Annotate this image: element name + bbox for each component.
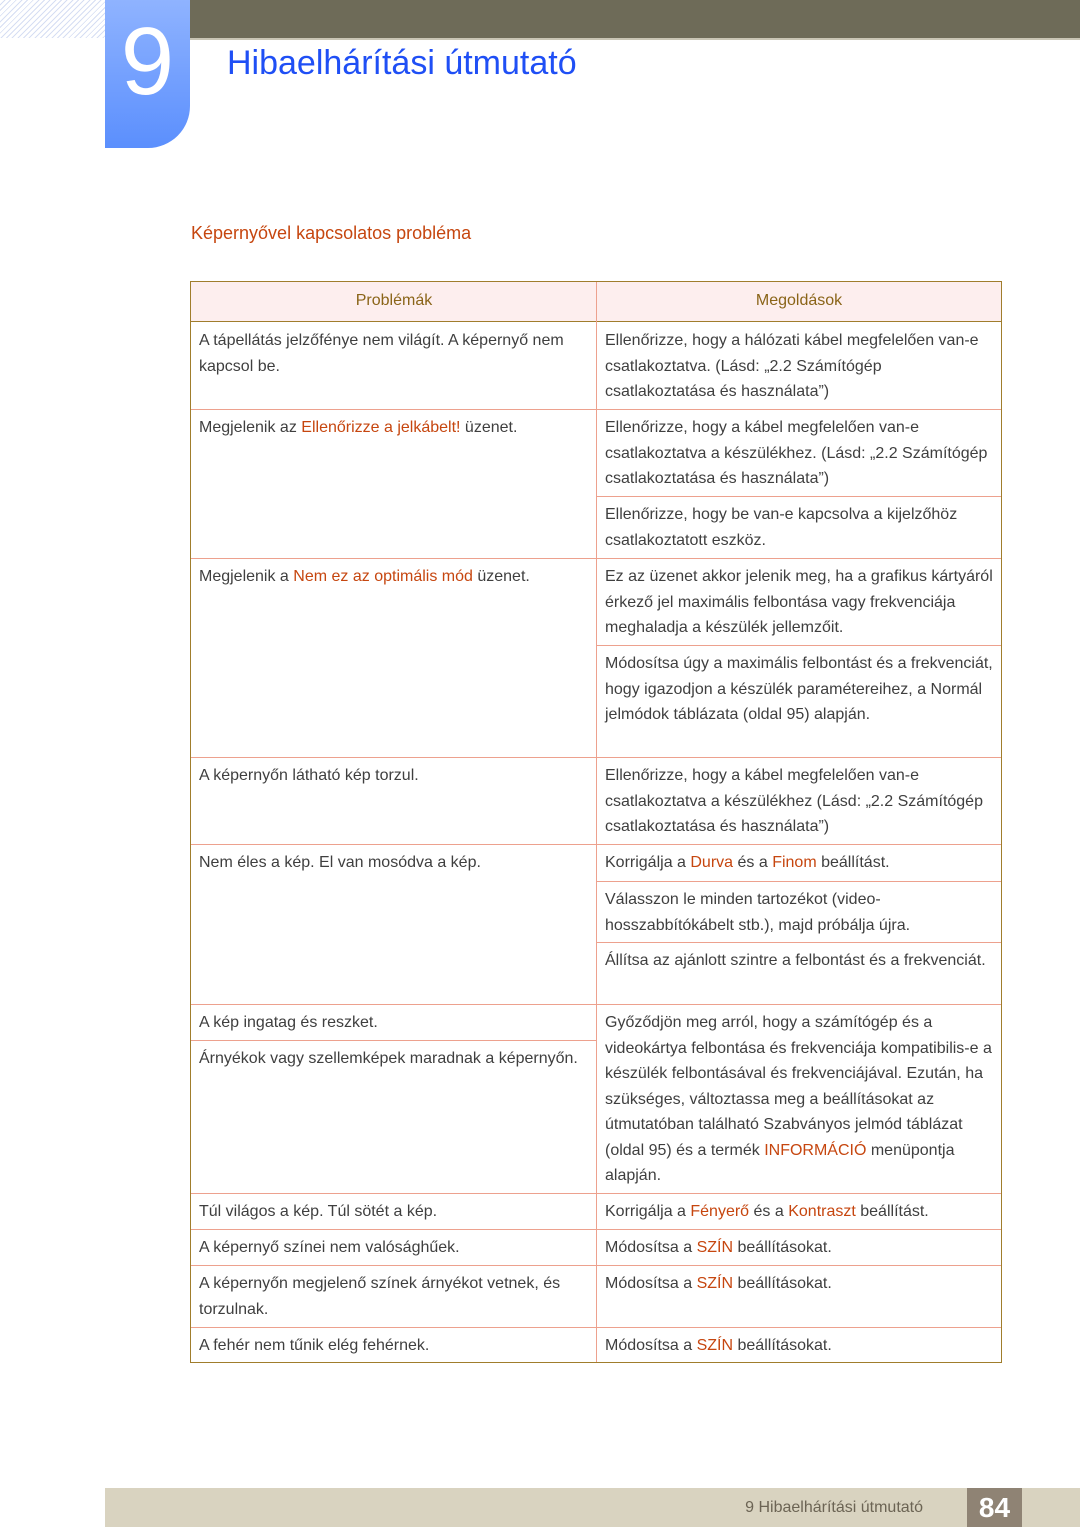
row-divider <box>597 881 1001 882</box>
highlighted-term: SZÍN <box>696 1337 734 1354</box>
cell-text: Ez az üzenet akkor jelenik meg, ha a grafikus kártyáról érkező jel maximális felbontása vagy frekvenciája meghaladja a készülék jellemzőit. <box>605 568 993 636</box>
cell-text: Megjelenik az <box>199 419 302 436</box>
problem-cell <box>191 409 596 558</box>
cell-text: A fehér nem tűnik elég fehérnek. <box>199 1337 430 1354</box>
cell-text: A képernyő színei nem valósághűek. <box>199 1239 460 1256</box>
solution-cell <box>597 496 1001 558</box>
cell-text: beállítást. <box>855 1203 929 1220</box>
highlighted-term: Nem ez az optimális mód <box>293 568 473 585</box>
header-bar <box>190 0 1080 40</box>
cell-text: Korrigálja a <box>605 854 691 871</box>
cell-text: Ellenőrizze, hogy a hálózati kábel megfelelően van-e csatlakoztatva. (Lásd: „2.2 Számítógép csatlakoztatása és használata”) <box>605 332 979 400</box>
cell-text: Módosítsa úgy a maximális felbontást és a frekvenciát, hogy igazodjon a készülék paramétereihez, a Normál jelmódok táblázata (oldal 95) alapján. <box>605 655 993 723</box>
solution-cell <box>597 1004 1001 1193</box>
row-divider <box>597 645 1001 646</box>
solution-cell <box>597 844 1001 881</box>
solution-cell <box>597 881 1001 942</box>
cell-text: beállításokat. <box>733 1239 832 1256</box>
cell-text: Módosítsa a <box>605 1239 697 1256</box>
troubleshooting-table <box>190 281 1002 1363</box>
row-divider <box>597 942 1001 943</box>
cell-text: Nem éles a kép. El van mosódva a kép. <box>199 854 481 871</box>
cell-text: és a <box>749 1203 789 1220</box>
cell-text: Túl világos a kép. Túl sötét a kép. <box>199 1203 438 1220</box>
problem-cell <box>191 1327 596 1363</box>
problem-cell <box>191 844 596 1004</box>
cell-text: Győződjön meg arról, hogy a számítógép és a videokártya felbontása és frekvenciája kompatibilis-e a készülék felbontásával és frekvenciájával. Ezután, ha szükséges, változtassa meg a beállításokat az útmutatóban található Szabványos jelmód táblázat (oldal 95) és a termék <box>605 1014 992 1159</box>
solution-cell <box>597 1193 1001 1229</box>
highlighted-term: INFORMÁCIÓ <box>764 1141 867 1159</box>
cell-text: Ellenőrizze, hogy be van-e kapcsolva a kijelzőhöz csatlakoztatott eszköz. <box>605 506 958 549</box>
solution-cell <box>597 322 1001 409</box>
solution-cell <box>597 645 1001 757</box>
section-title: Képernyővel kapcsolatos probléma <box>191 223 472 243</box>
cell-text: Módosítsa a <box>605 1337 697 1354</box>
problem-cell <box>191 757 596 844</box>
cell-text: üzenet. <box>460 419 518 436</box>
highlighted-term: Kontraszt <box>788 1203 856 1220</box>
cell-text: beállítást. <box>816 854 890 871</box>
cell-text: Árnyékok vagy szellemképek maradnak a képernyőn. <box>199 1050 578 1067</box>
solution-cell <box>597 558 1001 645</box>
cell-text: Ellenőrizze, hogy a kábel megfelelően van-e csatlakoztatva a készülékhez (Lásd: „2.2 Számítógép csatlakoztatása és használata”) <box>605 767 983 835</box>
footer-chapter-label: 9 Hibaelhárítási útmutató <box>745 1499 923 1516</box>
cell-text: beállításokat. <box>733 1275 832 1292</box>
solution-cell <box>597 1265 1001 1327</box>
problem-cell <box>191 1193 596 1229</box>
solution-cell <box>597 409 1001 496</box>
cell-text: Korrigálja a <box>605 1203 691 1220</box>
problem-cell <box>191 1265 596 1327</box>
footer-bar <box>105 1488 1080 1527</box>
highlighted-term: Ellenőrizze a jelkábelt! <box>301 419 461 436</box>
problem-cell <box>191 1040 596 1193</box>
solution-cell <box>597 1327 1001 1363</box>
cell-text: Megjelenik a <box>199 568 294 585</box>
solution-cell <box>597 1229 1001 1265</box>
solution-cell <box>597 942 1001 1004</box>
problem-cell <box>191 322 596 409</box>
chapter-number: 9 <box>120 8 175 115</box>
chapter-tab <box>105 0 190 148</box>
problem-cell <box>191 1004 596 1040</box>
cell-text: A képernyőn látható kép torzul. <box>199 767 419 784</box>
row-divider <box>597 496 1001 497</box>
cell-text: Ellenőrizze, hogy a kábel megfelelően van-e csatlakoztatva a készülékhez. (Lásd: „2.2 Számítógép csatlakoztatása és használata”) <box>605 419 988 487</box>
cell-text: üzenet. <box>472 568 530 585</box>
column-header-problems: Problémák <box>191 282 597 322</box>
highlighted-term: Fényerő <box>690 1203 750 1220</box>
column-header-solutions: Megoldások <box>597 282 1001 322</box>
row-divider <box>191 1040 596 1041</box>
chapter-title: Hibaelhárítási útmutató <box>227 44 577 82</box>
highlighted-term: Finom <box>772 854 817 871</box>
cell-text: A tápellátás jelzőfénye nem világít. A képernyő nem kapcsol be. <box>199 332 564 375</box>
page-number: 84 <box>967 1488 1022 1527</box>
problem-cell <box>191 558 596 757</box>
cell-text: és a <box>733 854 773 871</box>
cell-text: Módosítsa a <box>605 1275 697 1292</box>
cell-text: Válasszon le minden tartozékot (video-hosszabbítókábelt stb.), majd próbálja újra. <box>605 891 911 934</box>
cell-text: A kép ingatag és reszket. <box>199 1014 378 1031</box>
cell-text: A képernyőn megjelenő színek árnyékot vetnek, és torzulnak. <box>199 1275 561 1318</box>
problem-cell <box>191 1229 596 1265</box>
cell-text: menüpontja alapján. <box>605 1141 955 1184</box>
cell-text: beállításokat. <box>733 1337 832 1354</box>
cell-text: Állítsa az ajánlott szintre a felbontást és a frekvenciát. <box>605 952 986 969</box>
highlighted-term: SZÍN <box>696 1239 734 1256</box>
highlighted-term: SZÍN <box>696 1275 734 1292</box>
solution-cell <box>597 757 1001 844</box>
highlighted-term: Durva <box>690 854 734 871</box>
decorative-hatch <box>0 0 105 38</box>
